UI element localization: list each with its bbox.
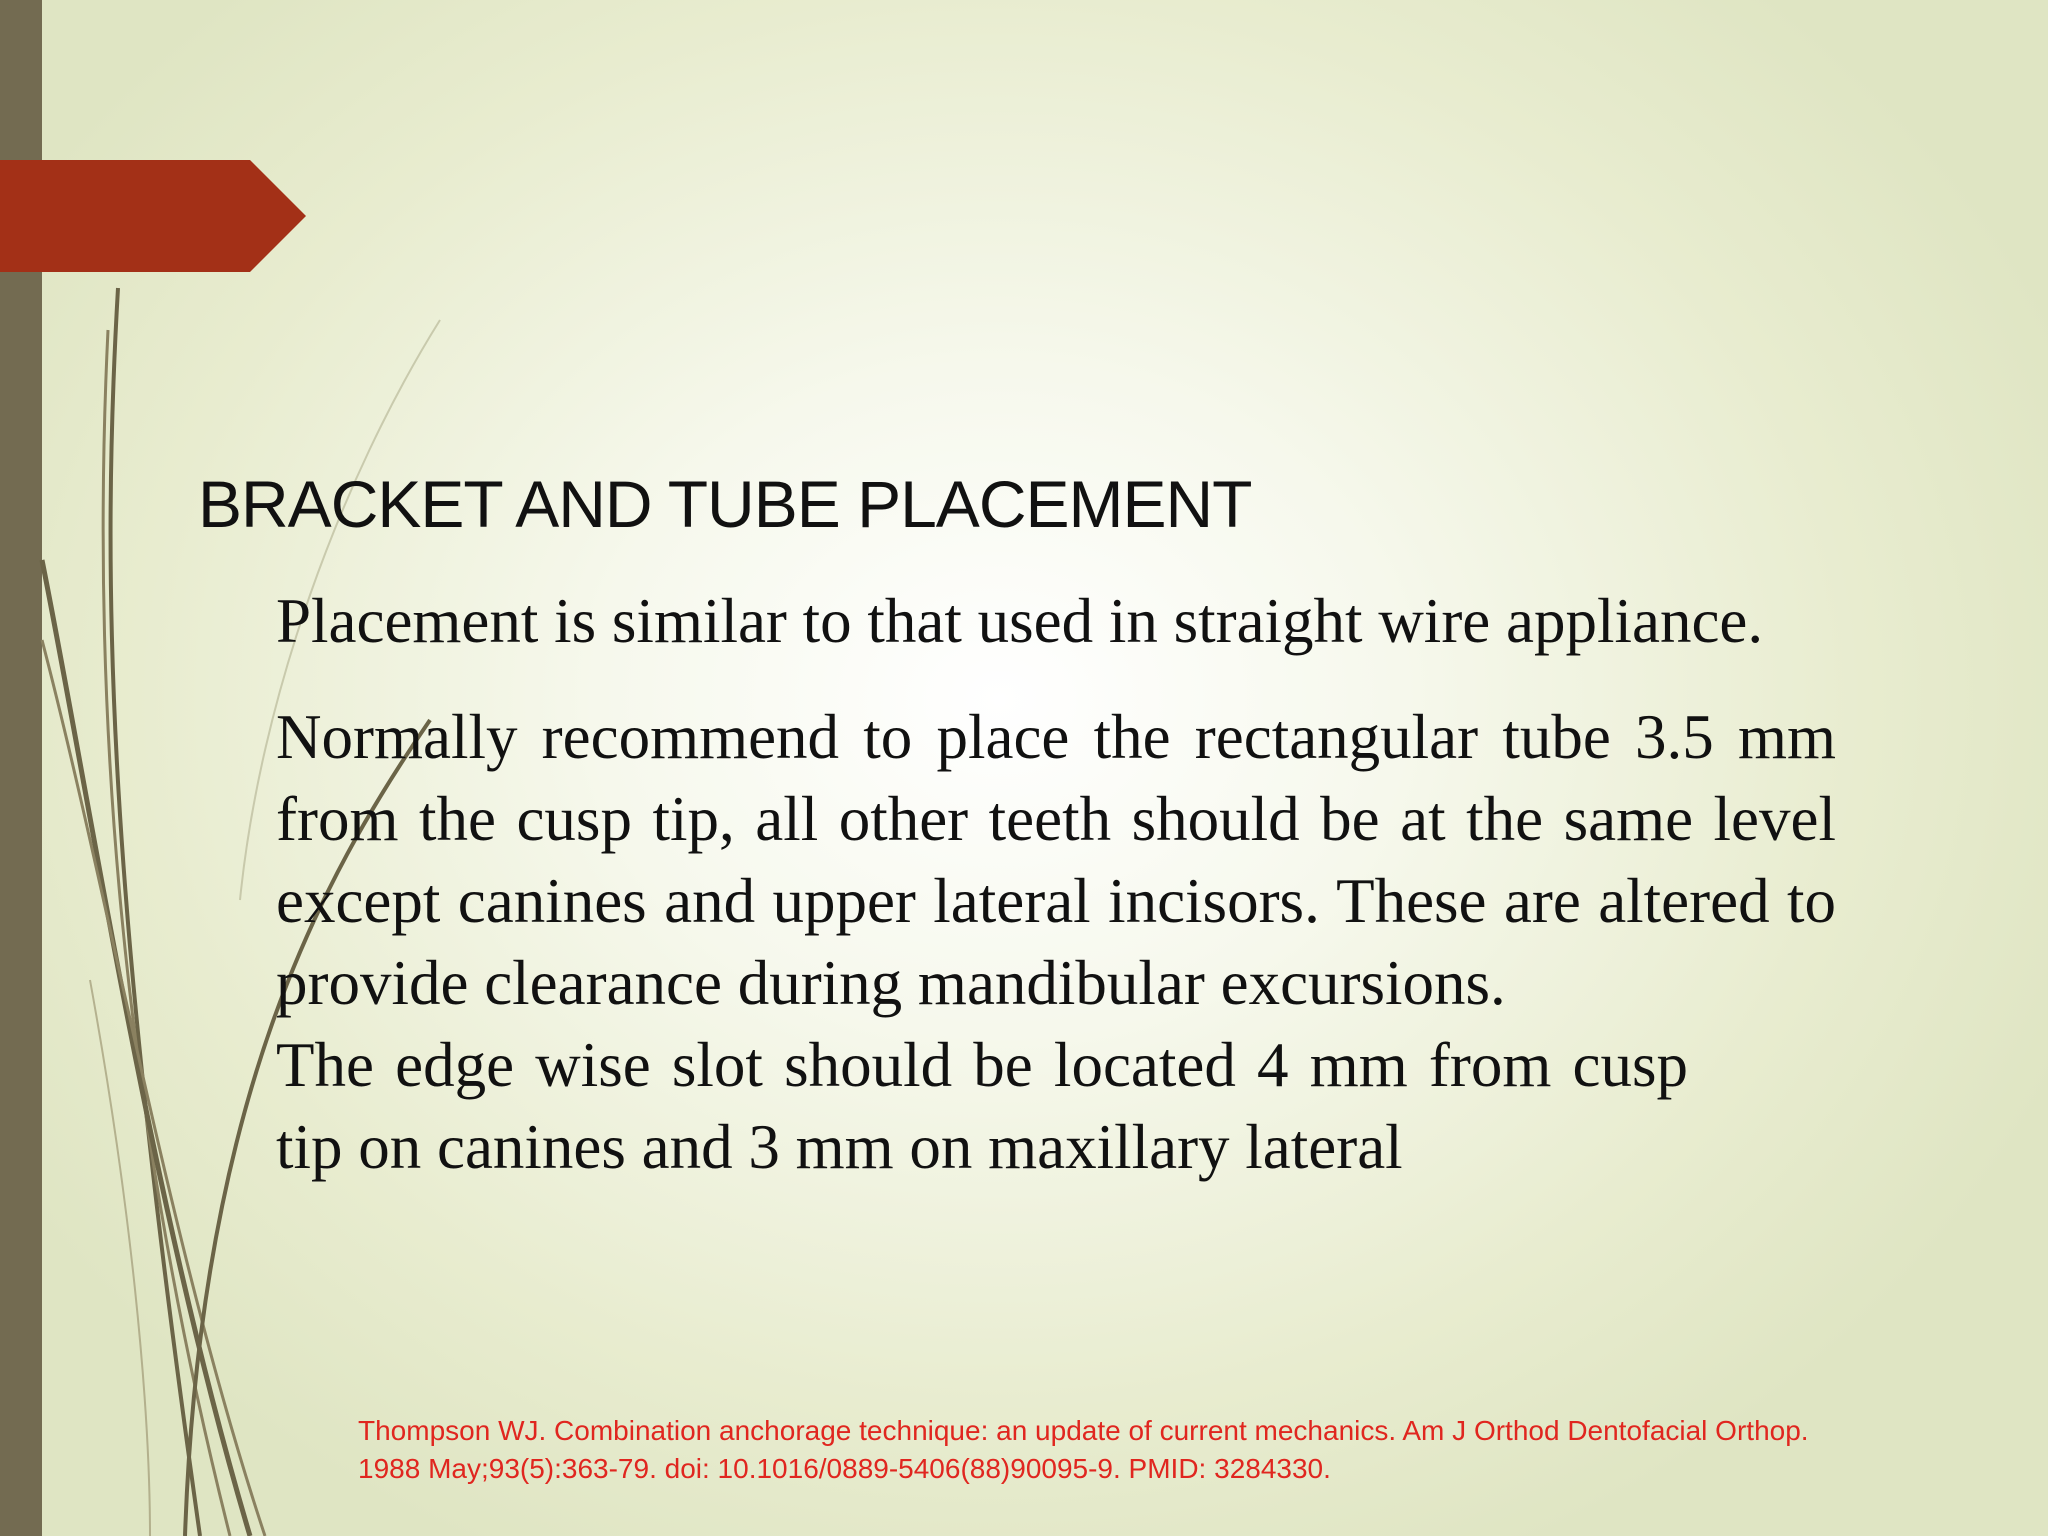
accent-arrow-tab: [0, 160, 306, 272]
citation-text: Thompson WJ. Combination anchorage technique: an update of current mechanics. Am J Orthod Dentofacial Orthop. 1988 May;93(5):363-79. doi: 10.1016/0889-5406(88)90095-9. PMID: 3284330.: [358, 1415, 1809, 1484]
slide-body: [276, 580, 1836, 1188]
paragraph-tube-position: Normally recommend to place the rectangular tube 3.5 mm from the cusp tip, all other teeth should be at the same level except canines and upper lateral incisors. These are altered to provide clearance during mandibular excursions.: [276, 702, 1836, 1018]
paragraph-edgewise-slot: The edge wise slot should be located 4 mm from cusp tip on canines and 3 mm on maxillary lateral: [276, 1030, 1688, 1182]
slide-heading: BRACKET AND TUBE PLACEMENT: [198, 467, 1252, 541]
paragraph-placement: Placement is similar to that used in straight wire appliance.: [276, 586, 1764, 656]
citation: [358, 1412, 1858, 1488]
